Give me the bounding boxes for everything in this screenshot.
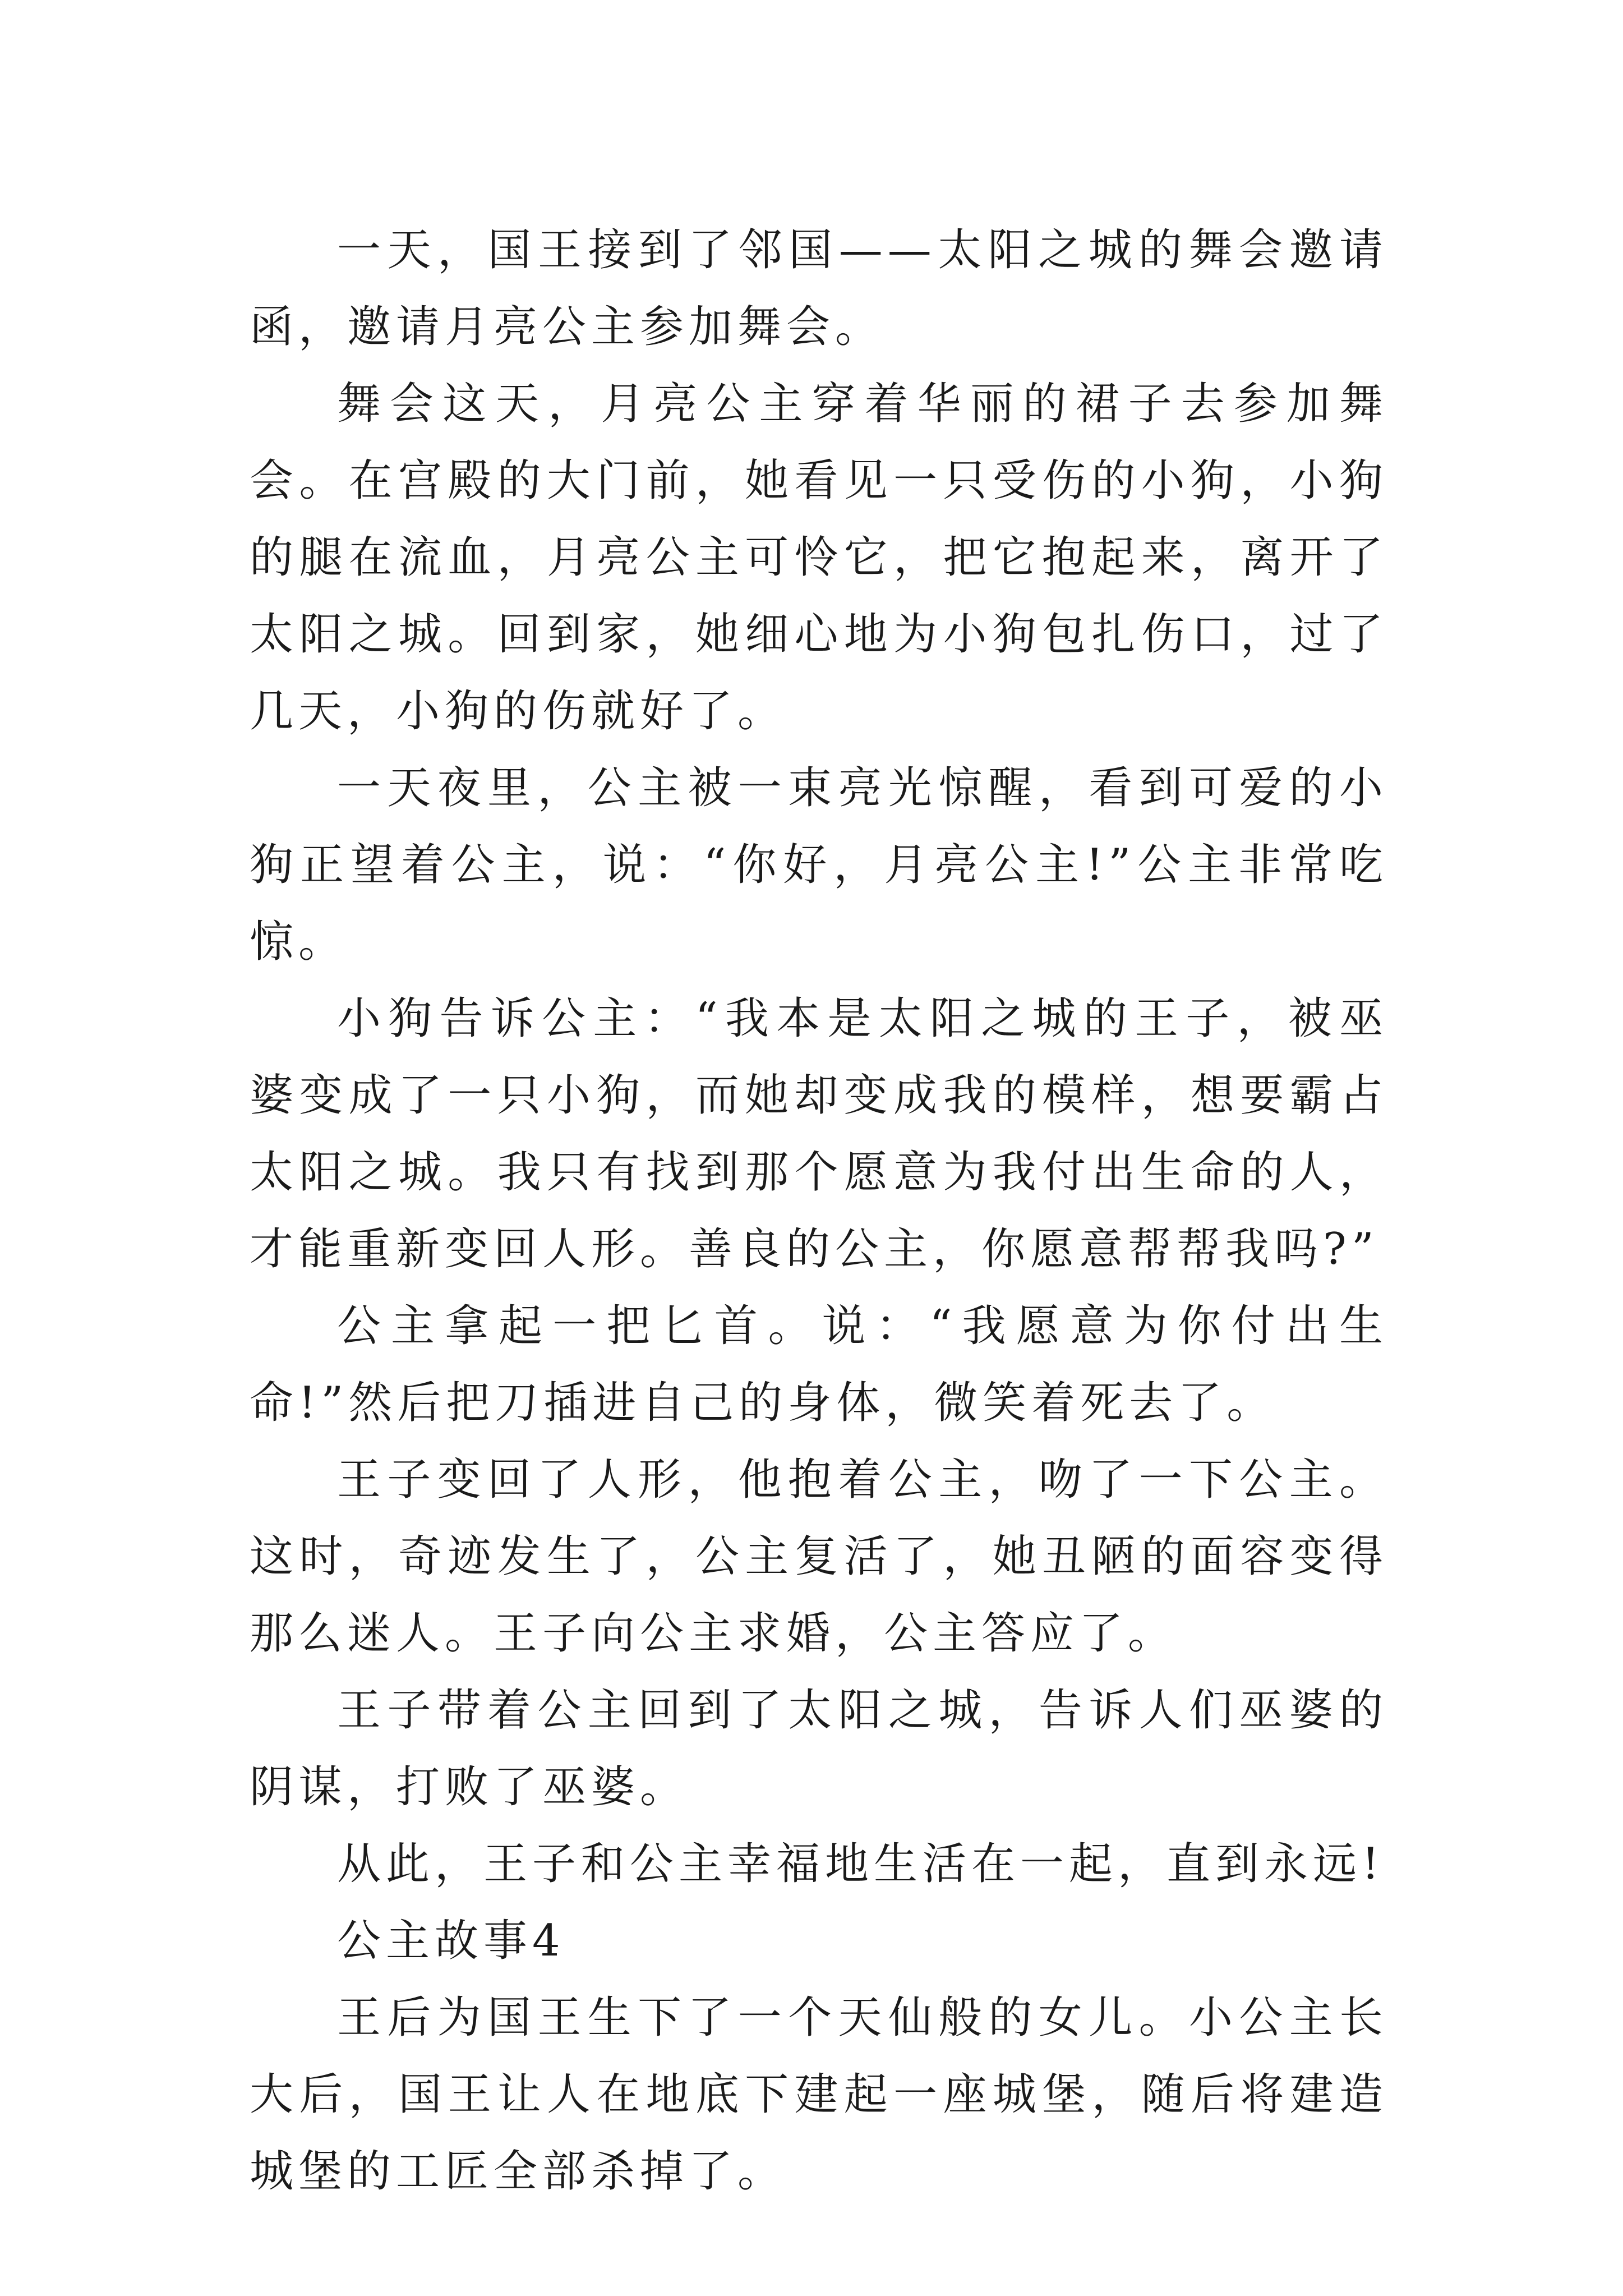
paragraph-dog-speaks: 小狗告诉公主：“我本是太阳之城的王子，被巫婆变成了一只小狗，而她却变成我的模样，想要霸占太阳之城。我只有找到那个愿意为我付出生命的人，才能重新变回人形。善良的公主，你愿意帮帮我吗?” <box>250 993 1388 1274</box>
section-heading-story-4: 公主故事4 <box>337 1916 565 1966</box>
document-page <box>250 212 1388 2210</box>
paragraph-queen-daughter: 王后为国王生下了一个天仙般的女儿。小公主长大后，国王让人在地底下建起一座城堡，随后将建造城堡的工匠全部杀掉了。 <box>250 1993 1388 2197</box>
paragraph-prince-returns: 王子变回了人形，他抱着公主，吻了一下公主。这时，奇迹发生了，公主复活了，她丑陋的面容变得那么迷人。王子向公主求婚，公主答应了。 <box>250 1455 1388 1659</box>
paragraph-ball-day: 舞会这天，月亮公主穿着华丽的裙子去参加舞会。在宫殿的大门前，她看见一只受伤的小狗，小狗的腿在流血，月亮公主可怜它，把它抱起来，离开了太阳之城。回到家，她细心地为小狗包扎伤口，过了几天，小狗的伤就好了。 <box>250 379 1388 737</box>
paragraph-happily-ever-after: 从此，王子和公主幸福地生活在一起，直到永远! <box>337 1839 1385 1889</box>
paragraph-defeat-witch: 王子带着公主回到了太阳之城，告诉人们巫婆的阴谋，打败了巫婆。 <box>250 1685 1388 1812</box>
paragraph-night: 一天夜里，公主被一束亮光惊醒，看到可爱的小狗正望着公主，说：“你好，月亮公主!”公主非常吃惊。 <box>250 763 1388 967</box>
paragraph-dagger: 公主拿起一把匕首。说：“我愿意为你付出生命!”然后把刀插进自己的身体，微笑着死去了。 <box>250 1301 1388 1428</box>
paragraph-invitation: 一天，国王接到了邻国——太阳之城的舞会邀请函，邀请月亮公主参加舞会。 <box>250 225 1388 352</box>
